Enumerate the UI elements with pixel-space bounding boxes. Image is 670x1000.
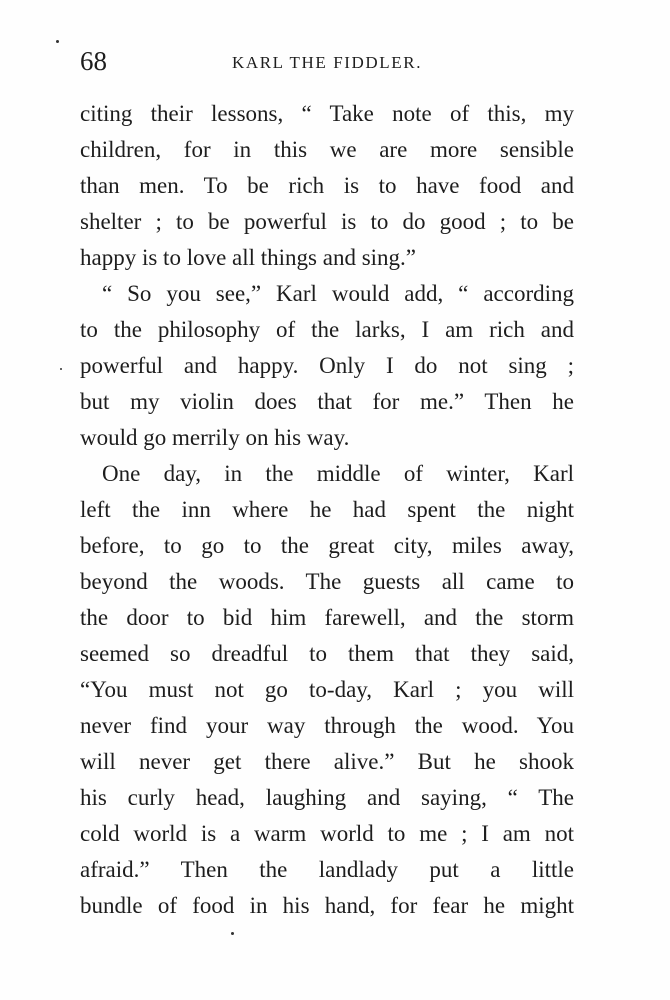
- text-line: “ So you see,” Karl would add, “ according: [102, 281, 574, 306]
- text-line: his curly head, laughing and saying, “ The: [80, 785, 574, 810]
- text-line: beyond the woods. The guests all came to: [80, 569, 574, 594]
- text-line: to the philosophy of the larks, I am rich and: [80, 317, 574, 342]
- text-line: but my violin does that for me.” Then he: [80, 389, 574, 414]
- text-line: citing their lessons, “ Take note of this, my: [80, 101, 574, 126]
- print-speck: [60, 368, 62, 370]
- print-speck: [56, 40, 59, 43]
- text-line: before, to go to the great city, miles away,: [80, 533, 574, 558]
- text-line: seemed so dreadful to them that they said,: [80, 641, 574, 666]
- text-line: would go merrily on his way.: [80, 425, 350, 450]
- text-line: afraid.” Then the landlady put a little: [80, 857, 574, 882]
- running-head: KARL THE FIDDLER.: [231, 53, 423, 72]
- text-line: the door to bid him farewell, and the storm: [80, 605, 574, 630]
- text-line: children, for in this we are more sensible: [80, 137, 574, 162]
- text-line: never find your way through the wood. You: [80, 713, 574, 738]
- text-line: will never get there alive.” But he shook: [80, 749, 574, 774]
- text-line: happy is to love all things and sing.”: [80, 245, 417, 270]
- page-number: 68: [80, 46, 107, 76]
- text-line: cold world is a warm world to me ; I am not: [80, 821, 574, 846]
- text-line: powerful and happy. Only I do not sing ;: [80, 353, 574, 378]
- text-line: One day, in the middle of winter, Karl: [102, 461, 574, 486]
- text-line: than men. To be rich is to have food and: [80, 173, 574, 198]
- text-line: shelter ; to be powerful is to do good ; to be: [80, 209, 574, 234]
- body-text: [80, 96, 574, 924]
- text-line: left the inn where he had spent the night: [80, 497, 574, 522]
- text-line: bundle of food in his hand, for fear he might: [80, 893, 574, 918]
- text-line: “You must not go to-day, Karl ; you will: [80, 677, 574, 702]
- print-speck: [231, 932, 234, 935]
- page-header: [80, 44, 574, 78]
